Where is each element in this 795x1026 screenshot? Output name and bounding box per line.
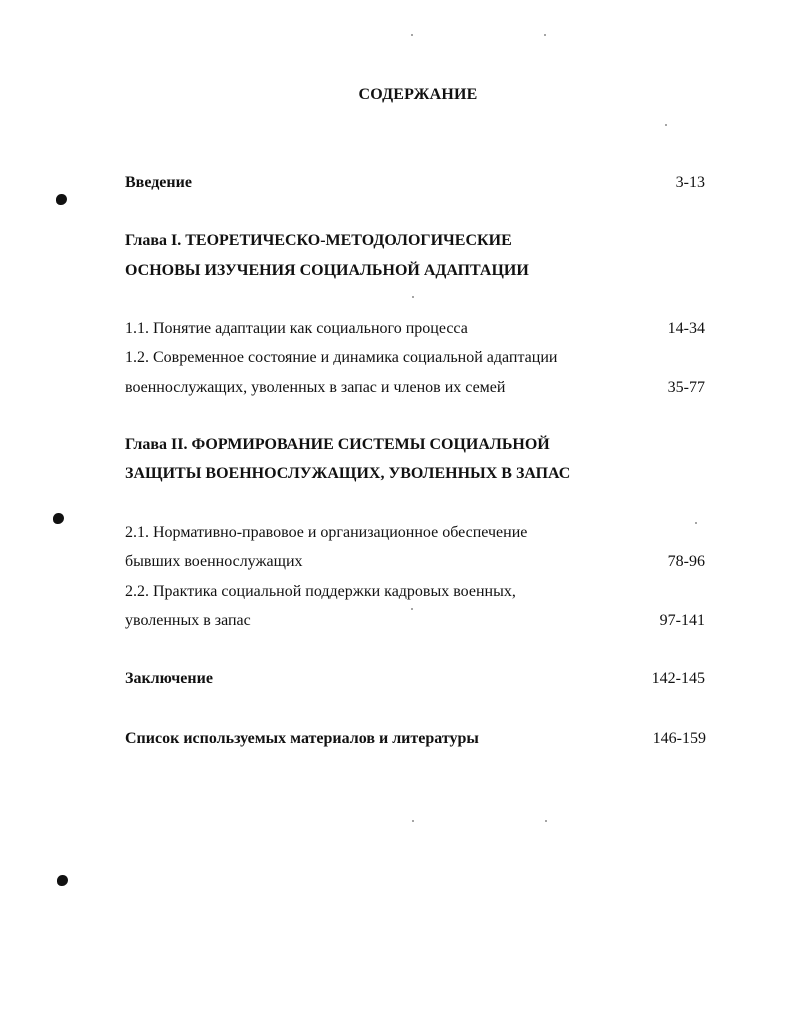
toc-chapter1-line2: ОСНОВЫ ИЗУЧЕНИЯ СОЦИАЛЬНОЙ АДАПТАЦИИ [125, 262, 529, 279]
scan-speck [544, 34, 546, 36]
toc-chapter1-line1: Глава I. ТЕОРЕТИЧЕСКО-МЕТОДОЛОГИЧЕСКИЕ [125, 232, 512, 249]
toc-chapter2-line1: Глава II. ФОРМИРОВАНИЕ СИСТЕМЫ СОЦИАЛЬНОЙ [125, 436, 550, 453]
scan-speck [665, 124, 667, 126]
punch-hole-mark [57, 875, 68, 886]
toc-section-2-1-line1: 2.1. Нормативно-правовое и организационное обеспечение [125, 524, 528, 541]
scan-speck [411, 608, 413, 610]
toc-section-1-1-pages: 14-34 [667, 320, 705, 337]
toc-section-2-1-pages: 78-96 [667, 553, 705, 570]
toc-section-1-2-pages: 35-77 [667, 379, 705, 396]
toc-intro-pages: 3-13 [675, 174, 705, 191]
toc-conclusion-label: Заключение [125, 670, 213, 687]
scan-speck [412, 296, 414, 298]
toc-section-1-2-line2: военнослужащих, уволенных в запас и членов их семей [125, 379, 506, 396]
scan-speck [695, 522, 697, 524]
punch-hole-mark [56, 194, 67, 205]
toc-conclusion-pages: 142-145 [651, 670, 705, 687]
toc-section-2-2-line2: уволенных в запас [125, 612, 251, 629]
toc-references-label: Список используемых материалов и литературы [125, 730, 479, 747]
toc-section-1-2-line1: 1.2. Современное состояние и динамика социальной адаптации [125, 349, 558, 366]
toc-section-2-2-pages: 97-141 [659, 612, 705, 629]
scan-speck [411, 34, 413, 36]
toc-section-1-1-label: 1.1. Понятие адаптации как социального процесса [125, 320, 468, 337]
page-title: СОДЕРЖАНИЕ [358, 86, 478, 103]
punch-hole-mark [53, 513, 64, 524]
toc-section-2-1-line2: бывших военнослужащих [125, 553, 303, 570]
toc-intro-label: Введение [125, 174, 192, 191]
toc-references-pages: 146-159 [652, 730, 706, 747]
scan-speck [412, 820, 414, 822]
toc-section-2-2-line1: 2.2. Практика социальной поддержки кадровых военных, [125, 583, 516, 600]
toc-chapter2-line2: ЗАЩИТЫ ВОЕННОСЛУЖАЩИХ, УВОЛЕННЫХ В ЗАПАС [125, 465, 571, 482]
scan-speck [545, 820, 547, 822]
